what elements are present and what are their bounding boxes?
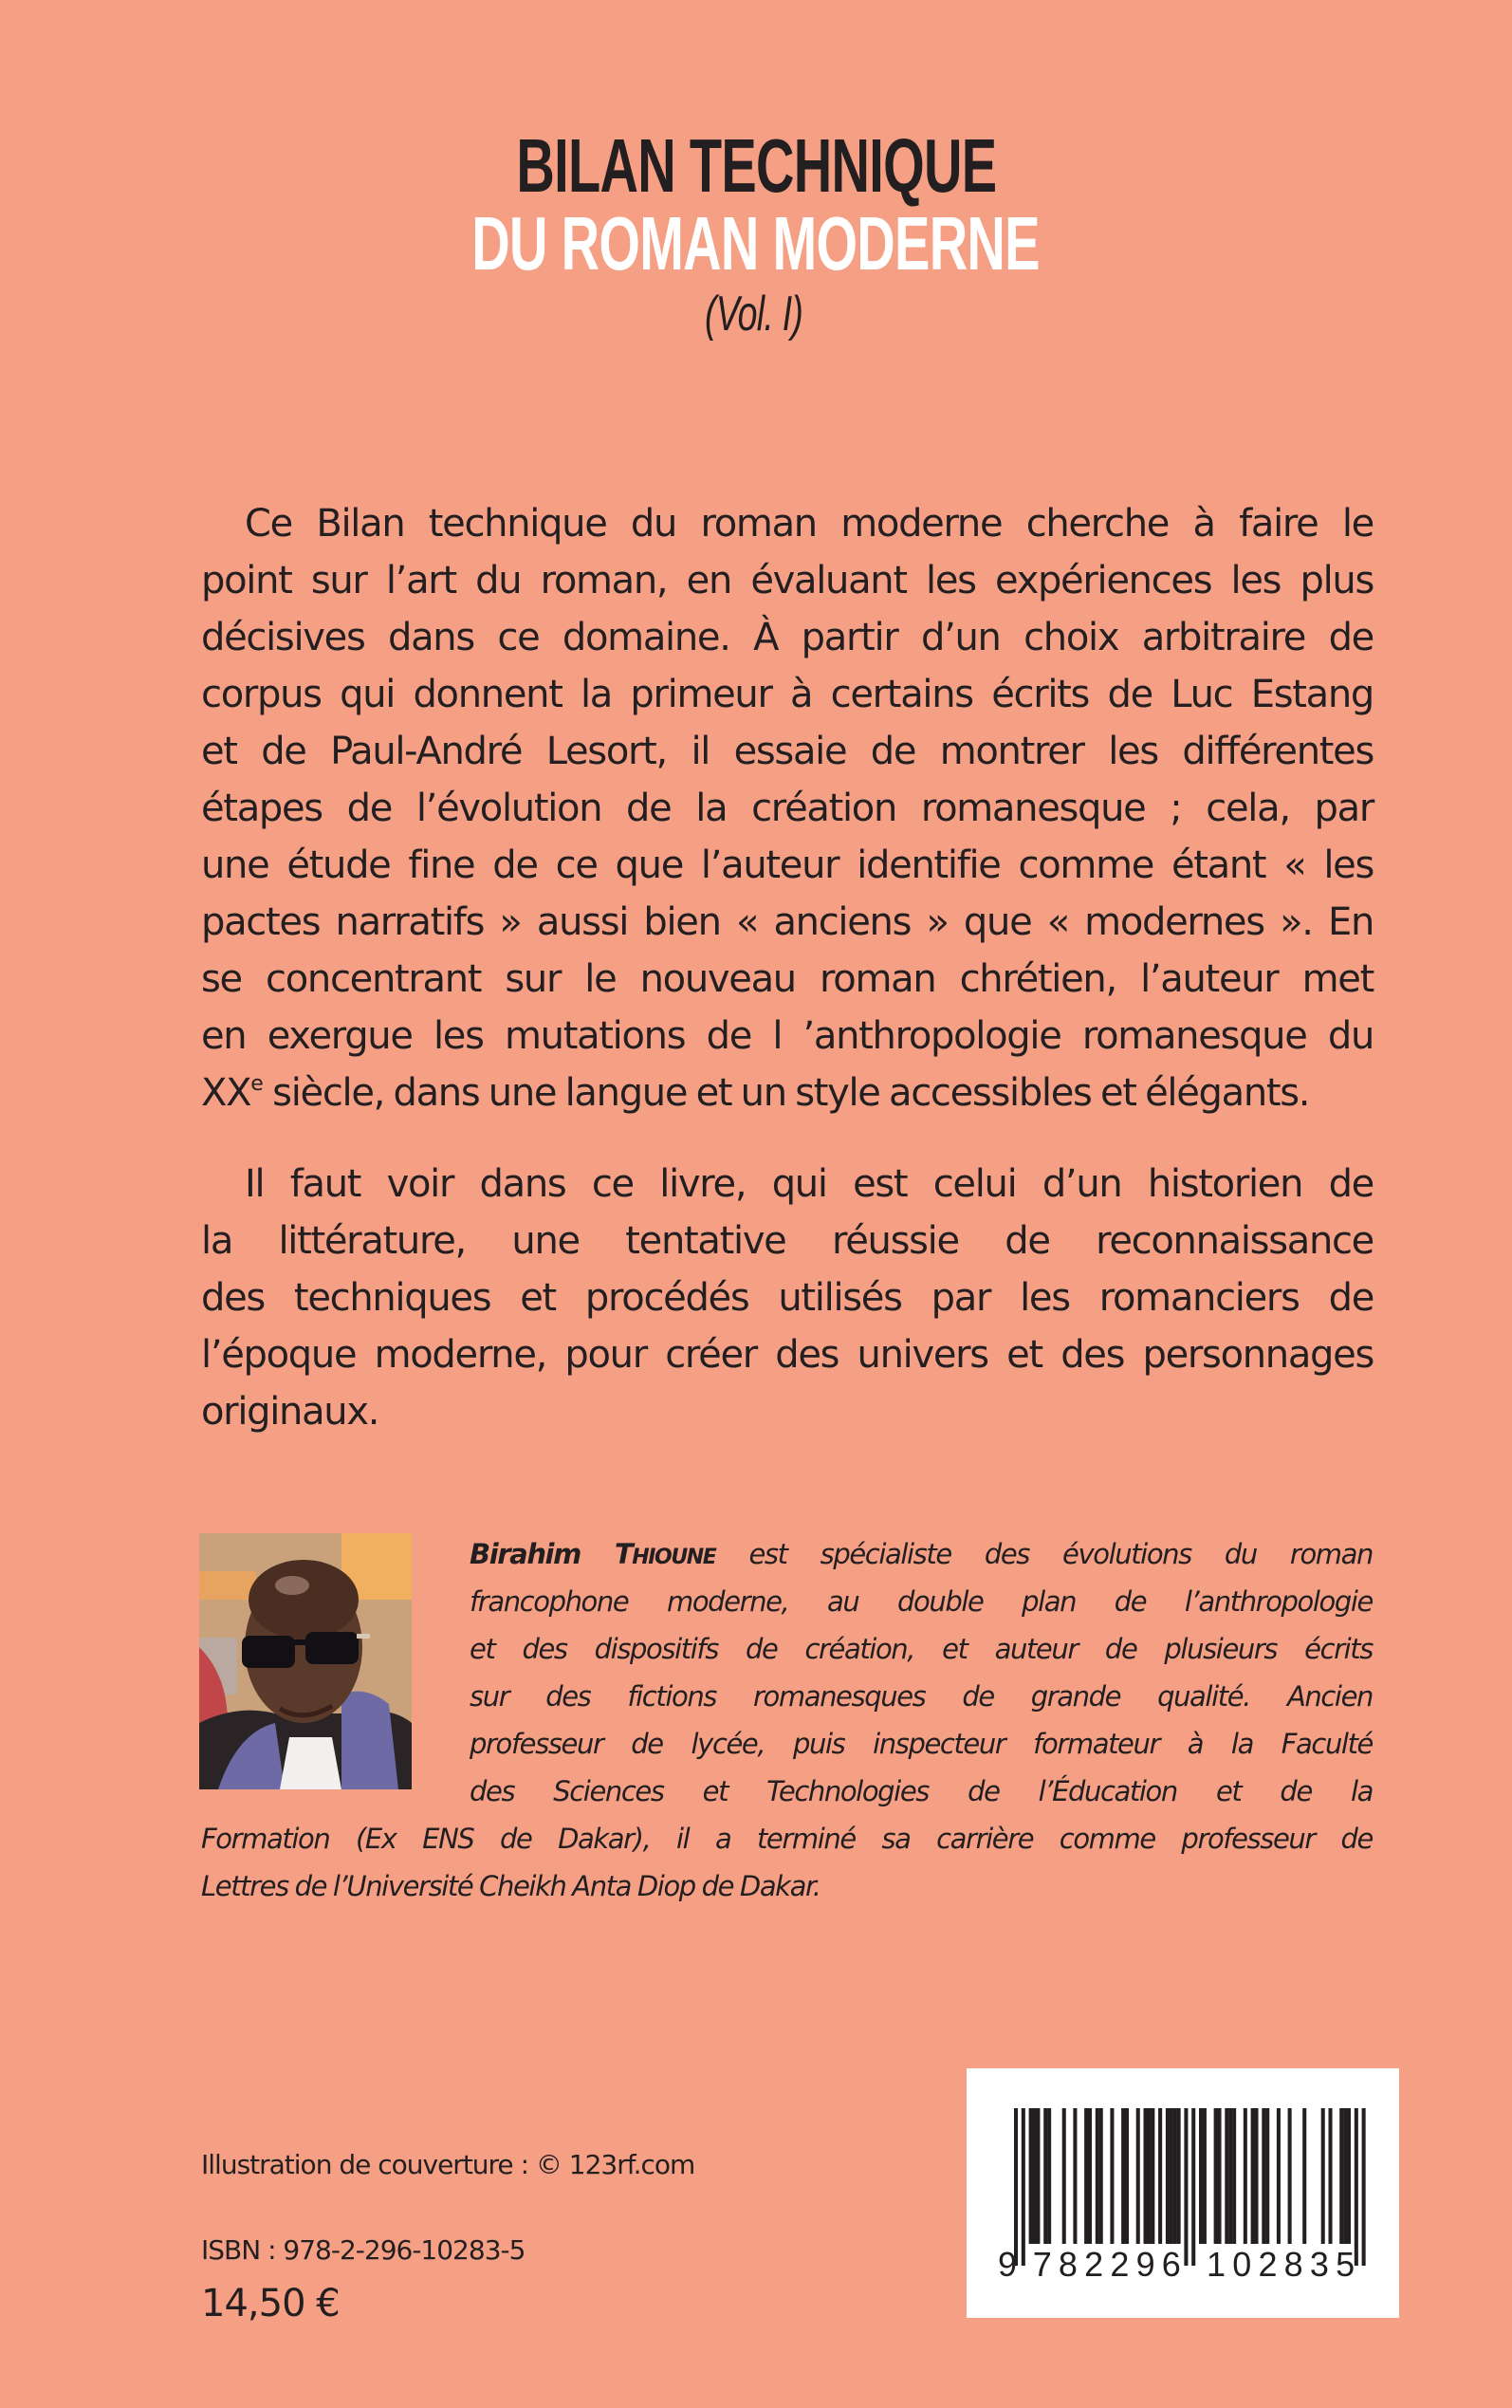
text-line: décisives dans ce domaine. À partir d’un choix arbitraire de	[201, 616, 1374, 659]
barcode	[967, 2068, 1399, 2318]
volume-text: (Vol. I)	[705, 287, 803, 342]
book-title-line-1	[0, 123, 1512, 209]
text-line: étapes de l’évolution de la création romanesque ; cela, par	[201, 787, 1374, 830]
text-line: Il faut voir dans ce livre, qui est celui d’un historien de	[245, 1162, 1374, 1206]
title-text: BILAN TECHNIQUE	[516, 123, 996, 208]
bio-line	[470, 1530, 1373, 1578]
bio-line: Lettres de l’Université Cheikh Anta Diop de Dakar.	[201, 1870, 821, 1902]
svg-text:9: 9	[998, 2245, 1018, 2284]
bio-line: des Sciences et Technologies de l’Éducation et de la	[470, 1775, 1373, 1807]
summary-paragraph-1	[201, 495, 1374, 1121]
text-line: des techniques et procédés utilisés par les romanciers de	[201, 1276, 1374, 1320]
cover-illustration-credit: Illustration de couverture : © 123rf.com	[201, 2149, 695, 2180]
author-bio-continued	[201, 1815, 1373, 1910]
bio-line: et des dispositifs de création, et auteur de plusieurs écrits	[470, 1633, 1373, 1665]
bio-line: sur des fictions romanesques de grande qualité. Ancien	[470, 1680, 1373, 1713]
century-numeral: XX	[201, 1071, 251, 1115]
svg-text:782296: 782296	[1032, 2245, 1189, 2284]
bio-line: francophone moderne, au double plan de l’anthropologie	[470, 1585, 1373, 1618]
text-line: en exergue les mutations de l ’anthropologie romanesque du	[201, 1014, 1374, 1058]
summary-paragraph-2	[201, 1156, 1374, 1440]
title-text: DU ROMAN MODERNE	[471, 201, 1041, 286]
text-line: la littérature, une tentative réussie de reconnaissance	[201, 1219, 1374, 1263]
bio-line: professeur de lycée, puis inspecteur formateur à la Faculté	[470, 1728, 1373, 1760]
text-line: l’époque moderne, pour créer des univers et des personnages	[201, 1333, 1374, 1377]
text-line	[201, 1065, 1374, 1121]
volume-label	[0, 281, 1510, 347]
isbn-label: ISBN : 978-2-296-10283-5	[201, 2234, 526, 2266]
book-title-line-2	[0, 201, 1512, 287]
text-line: une étude fine de ce que l’auteur identifie comme étant « les	[201, 843, 1374, 887]
text-line: Ce Bilan technique du roman moderne cherche à faire le	[245, 502, 1374, 546]
author-last-name: THIOUNE	[614, 1538, 716, 1570]
text-line: et de Paul-André Lesort, il essaie de montrer les différentes	[201, 730, 1374, 773]
text-line: point sur l’art du roman, en évaluant les expériences les plus	[201, 559, 1374, 602]
ean13-barcode-icon	[967, 2068, 1399, 2318]
text-line: corpus qui donnent la primeur à certains écrits de Luc Estang	[201, 673, 1374, 716]
text-line: originaux.	[201, 1390, 379, 1434]
author-photo	[199, 1533, 412, 1789]
text-fragment: est spécialiste des évolutions du roman	[715, 1538, 1373, 1570]
text-line: pactes narratifs » aussi bien « anciens » que « modernes ». En	[201, 900, 1374, 944]
author-bio	[470, 1530, 1373, 1815]
ordinal-superscript: e	[250, 1072, 264, 1096]
svg-text:102835: 102835	[1207, 2245, 1362, 2284]
text-line: se concentrant sur le nouveau roman chrétien, l’auteur met	[201, 957, 1374, 1001]
author-first-name: Birahim	[470, 1538, 581, 1570]
bio-line: Formation (Ex ENS de Dakar), il a terminé sa carrière comme professeur de	[201, 1823, 1373, 1855]
price-label: 14,50 €	[201, 2282, 340, 2325]
text-fragment: siècle, dans une langue et un style accessibles et élégants.	[263, 1071, 1310, 1115]
author-portrait-icon	[199, 1533, 412, 1789]
